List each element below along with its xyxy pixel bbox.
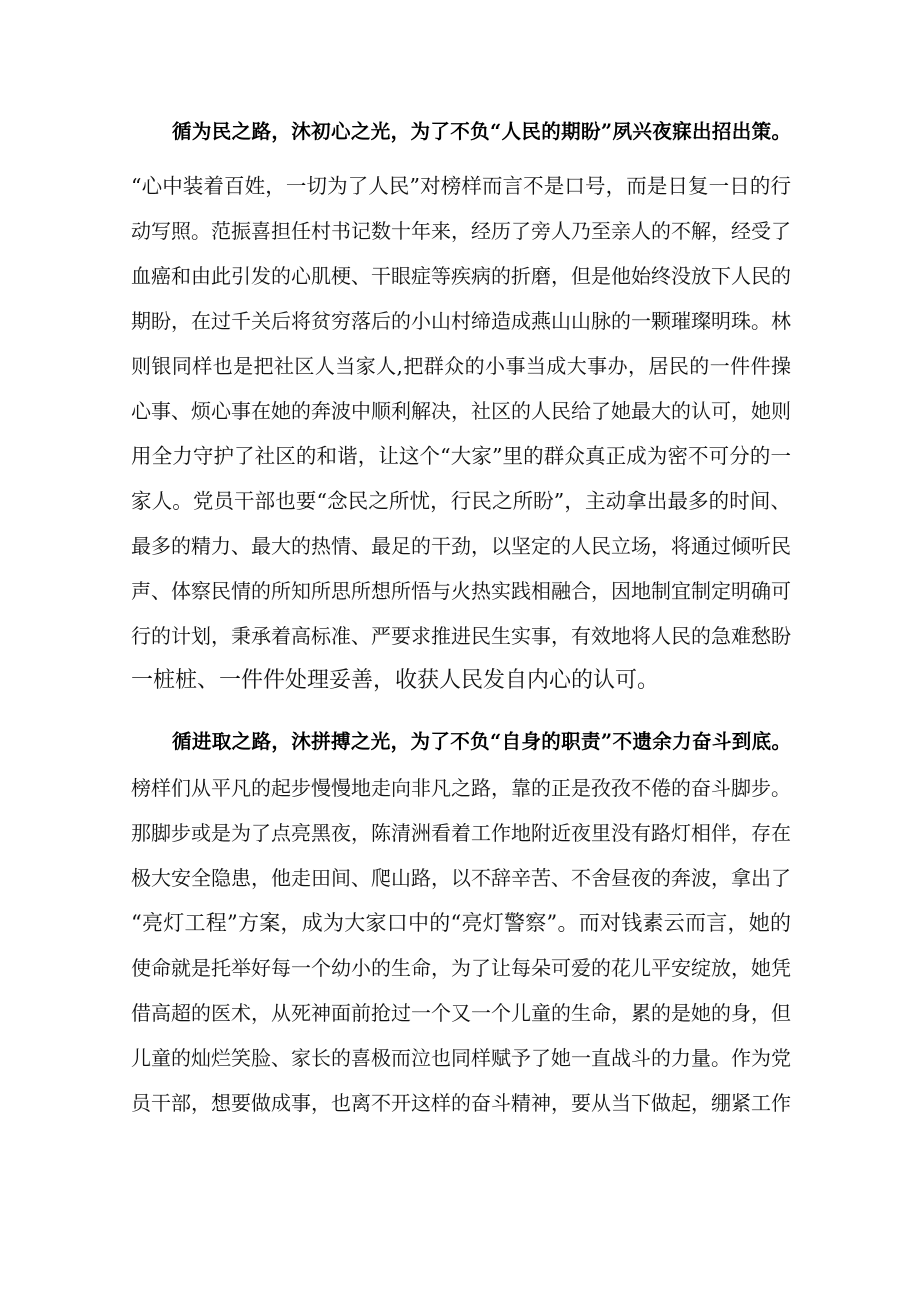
paragraph-1-line-1: “心中装着百姓，一切为了人民”对榜样而言不是口号，而是日复一日的行 (131, 174, 791, 198)
paragraph-1-line-11: 行的计划，秉承着高标准、严要求推进民生实事，有效地将人民的急难愁盼 (131, 624, 791, 648)
paragraph-1-line-3: 血癌和由此引发的心肌梗、干眼症等疾病的折磨，但是他始终没放下人民的 (131, 264, 791, 288)
paragraph-1-line-8: 家人。党员干部也要“念民之所忧，行民之所盼”，主动拿出最多的时间、 (131, 489, 791, 513)
paragraph-1-line-2: 动写照。范振喜担任村书记数十年来，经历了旁人乃至亲人的不解，经受了 (131, 219, 791, 243)
paragraph-1-line-5: 则银同样也是把社区人当家人,把群众的小事当成大事办，居民的一件件操 (131, 354, 791, 378)
paragraph-2-line-1: 榜样们从平凡的起步慢慢地走向非凡之路，靠的正是孜孜不倦的奋斗脚步。 (131, 776, 791, 800)
paragraph-2-line-7: 儿童的灿烂笑脸、家长的喜极而泣也同样赋予了她一直战斗的力量。作为党 (131, 1046, 791, 1070)
paragraph-2-line-5: 使命就是托举好每一个幼小的生命，为了让每朵可爱的花儿平安绽放，她凭 (131, 956, 791, 980)
paragraph-2-line-6: 借高超的医术，从死神面前抢过一个又一个儿童的生命，累的是她的身，但 (131, 1001, 791, 1025)
paragraph-2-line-2: 那脚步或是为了点亮黑夜，陈清洲看着工作地附近夜里没有路灯相伴，存在 (131, 821, 791, 845)
paragraph-1-line-10: 声、体察民情的所知所思所想所悟与火热实践相融合，因地制宜制定明确可 (131, 579, 791, 603)
paragraph-2-heading: 循进取之路，沐拼搏之光，为了不负“自身的职责”不遗余力奋斗到底。 (172, 730, 791, 753)
paragraph-1-line-6: 心事、烦心事在她的奔波中顺利解决，社区的人民给了她最大的认可，她则 (131, 399, 791, 423)
paragraph-2-line-3: 极大安全隐患，他走田间、爬山路，以不辞辛苦、不舍昼夜的奔波，拿出了 (131, 866, 791, 890)
paragraph-2-line-4: “亮灯工程”方案，成为大家口中的“亮灯警察”。而对钱素云而言，她的 (131, 911, 791, 935)
paragraph-1-line-9: 最多的精力、最大的热情、最足的干劲，以坚定的人民立场，将通过倾听民 (131, 534, 791, 558)
paragraph-1-line-12: 一桩桩、一件件处理妥善，收获人民发自内心的认可。 (131, 668, 660, 693)
paragraph-2-line-8: 员干部，想要做成事，也离不开这样的奋斗精神，要从当下做起，绷紧工作 (131, 1091, 791, 1115)
paragraph-1-line-4: 期盼，在过千关后将贫穷落后的小山村缔造成燕山山脉的一颗璀璨明珠。林 (131, 309, 791, 333)
paragraph-1-line-7: 用全力守护了社区的和谐，让这个“大家”里的群众真正成为密不可分的一 (131, 444, 791, 468)
paragraph-1-heading: 循为民之路，沐初心之光，为了不负“人民的期盼”夙兴夜寐出招出策。 (172, 120, 791, 143)
